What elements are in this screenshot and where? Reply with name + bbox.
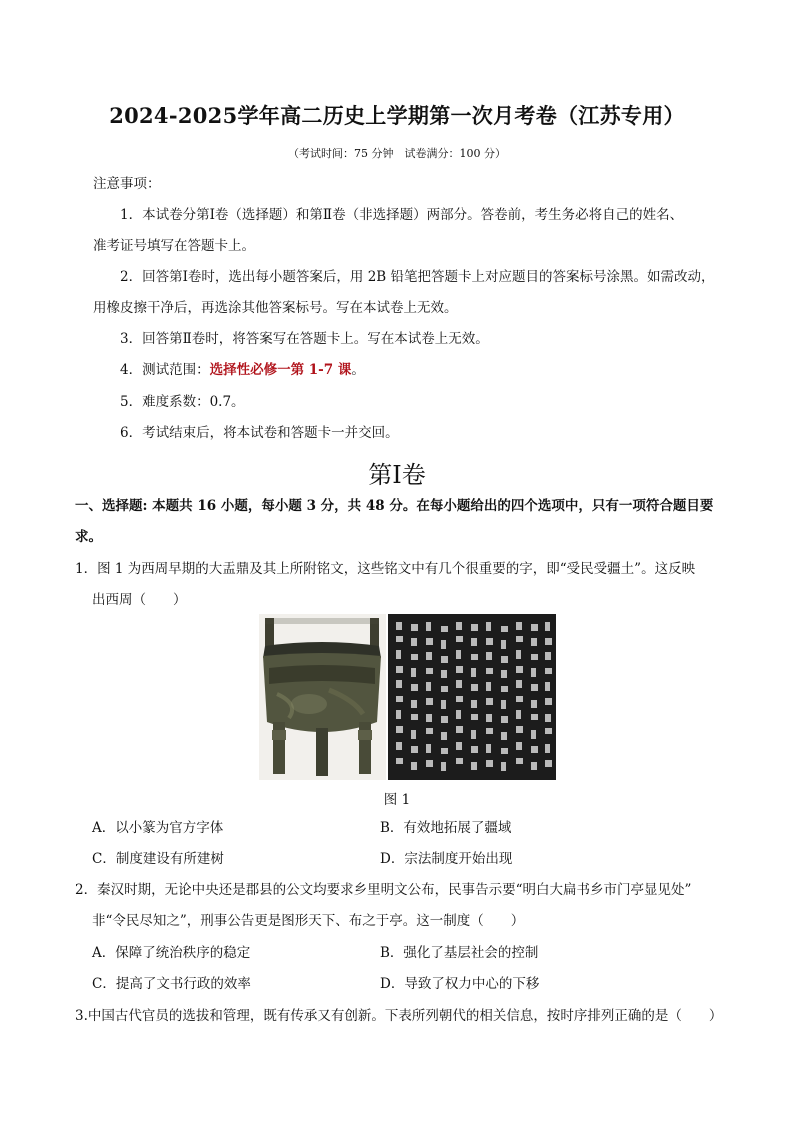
q1-stem-line-1: 1．图 1 为西周早期的大盂鼎及其上所附铭文，这些铭文中有几个很重要的字，即“受民受疆土”。这反映 (75, 561, 696, 577)
notice-item-4-suffix: 。 (351, 362, 365, 378)
q2-option-b[interactable]: B．强化了基层社会的控制 (380, 945, 539, 961)
q1-figure-image (259, 614, 556, 780)
q2-option-d[interactable]: D．导致了权力中心的下移 (380, 976, 540, 992)
q2-stem-line-2: 非“令民尽知之”，刑事公告更是图形天下、布之于亭。这一制度（ ） (92, 913, 525, 929)
page-title: 2024-2025学年高二历史上学期第一次月考卷（江苏专用） (109, 103, 685, 128)
notice-item-4-prefix: 4．测试范围： (120, 362, 210, 378)
notice-item-1-line-1: 1．本试卷分第Ⅰ卷（选择题）和第Ⅱ卷（非选择题）两部分。答卷前，考生务必将自己的姓名、 (120, 207, 684, 223)
inscription-rubbing (388, 614, 556, 780)
test-range-highlight: 选择性必修一第 1-7 课 (209, 362, 352, 378)
part1-label: 一、选择题 (75, 498, 143, 514)
figure-caption: 图 1 (383, 792, 411, 808)
q3-stem-line-1: 3.中国古代官员的选拔和管理，既有传承又有创新。下表所列朝代的相关信息，按时序排列正确的是（ ） (75, 1008, 723, 1024)
notice-item-6: 6．考试结束后，将本试卷和答题卡一并交回。 (120, 425, 399, 441)
part1-instruction-line-1 (75, 497, 713, 515)
notice-item-2-line-1: 2．回答第Ⅰ卷时，选出每小题答案后，用 2B 铅笔把答题卡上对应题目的答案标号涂黑。如需改动， (120, 269, 715, 285)
q1-option-a[interactable]: A．以小篆为官方字体 (92, 820, 224, 836)
q1-option-d[interactable]: D．宗法制度开始出现 (380, 851, 513, 867)
q1-stem-line-2: 出西周（ ） (92, 592, 187, 608)
notice-heading: 注意事项： (93, 176, 161, 192)
part1-instruction-body: : 本题共 16 小题，每小题 3 分，共 48 分。在每小题给出的四个选项中，只有一项符合题目要 (142, 498, 714, 514)
bronze-ding-photo (259, 614, 386, 780)
q2-option-c[interactable]: C．提高了文书行政的效率 (92, 976, 251, 992)
notice-item-5: 5．难度系数：0.7。 (120, 394, 245, 410)
q2-stem-line-1: 2．秦汉时期，无论中央还是郡县的公文均要求乡里明文公布，民事告示要“明白大扁书乡市门亭显见处” (75, 882, 692, 898)
notice-item-2-line-2: 用橡皮擦干净后，再选涂其他答案标号。写在本试卷上无效。 (93, 300, 458, 316)
q1-option-c[interactable]: C．制度建设有所建树 (92, 851, 224, 867)
notice-item-1-line-2: 准考证号填写在答题卡上。 (93, 238, 255, 254)
exam-subtitle: （考试时间：75 分钟 试卷满分：100 分） (288, 147, 506, 160)
q2-option-a[interactable]: A．保障了统治秩序的稳定 (92, 945, 251, 961)
part1-instruction-line-2: 求。 (75, 529, 102, 545)
notice-item-3: 3．回答第Ⅱ卷时，将答案写在答题卡上。写在本试卷上无效。 (120, 331, 489, 347)
notice-item-4 (120, 361, 365, 379)
q1-option-b[interactable]: B．有效地拓展了疆域 (380, 820, 512, 836)
section-title: 第Ⅰ卷 (368, 461, 426, 489)
